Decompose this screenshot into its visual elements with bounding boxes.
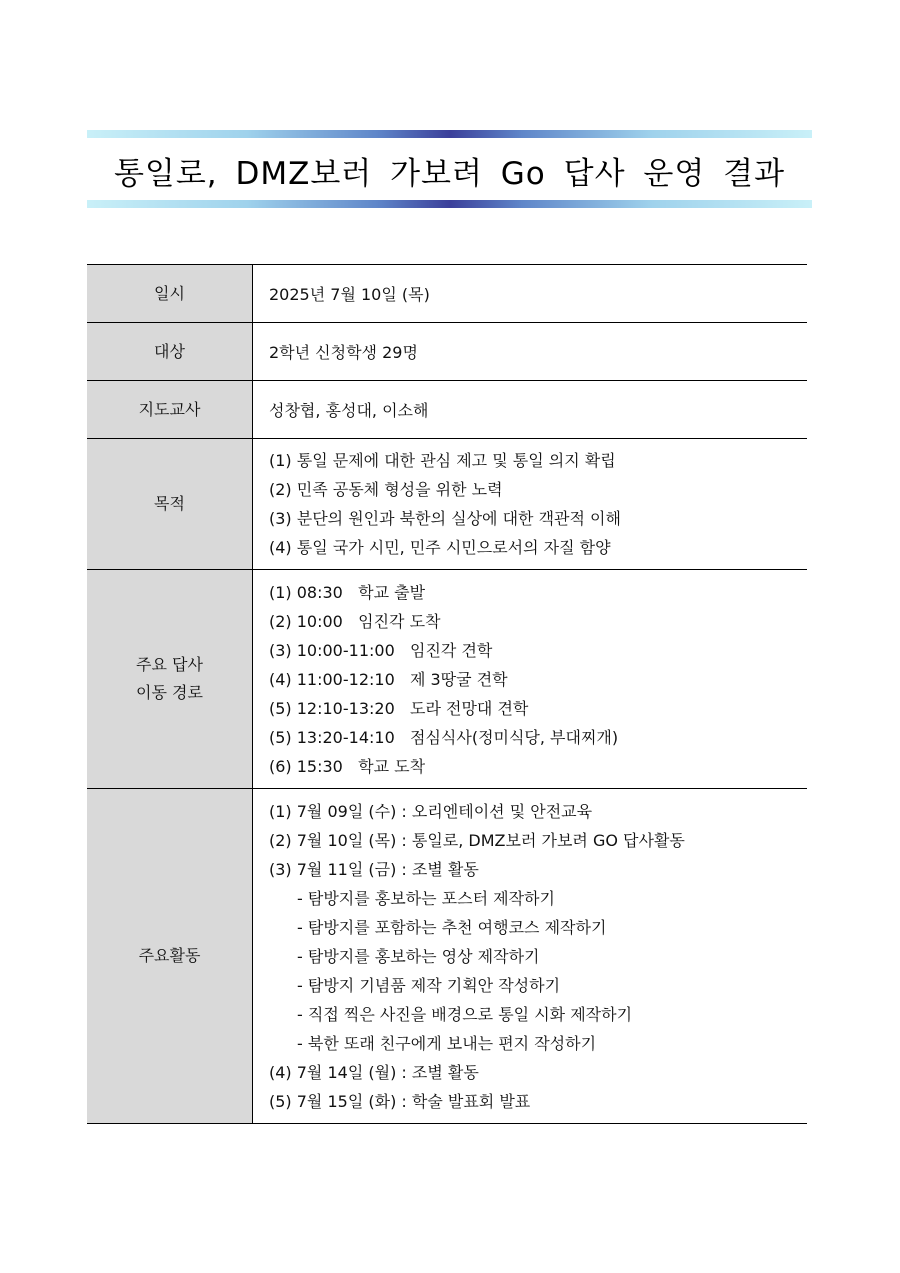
label-target: 대상 — [87, 323, 253, 381]
route-item: (2) 10:00 임진각 도착 — [269, 611, 441, 631]
label-purpose: 목적 — [87, 439, 253, 570]
route-item: (5) 13:20-14:10 점심식사(정미식당, 부대찌개) — [269, 727, 619, 747]
activity-sub-item: - 탐방지를 홍보하는 포스터 제작하기 — [297, 888, 555, 908]
activity-item: (1) 7월 09일 (수) : 오리엔테이션 및 안전교육 — [269, 801, 593, 821]
title-block — [87, 130, 812, 210]
label-route-line2: 이동 경로 — [136, 683, 203, 702]
route-item: (5) 12:10-13:20 도라 전망대 견학 — [269, 698, 529, 718]
title-top-gradient-bar — [87, 130, 812, 138]
label-route — [87, 570, 253, 789]
activity-sub-item: - 탐방지 기념품 제작 기획안 작성하기 — [297, 975, 561, 995]
purpose-item: (2) 민족 공동체 형성을 위한 노력 — [269, 480, 503, 499]
route-item: (3) 10:00-11:00 임진각 견학 — [269, 640, 493, 660]
activity-sub-item: - 직접 찍은 사진을 배경으로 통일 시화 제작하기 — [297, 1004, 633, 1024]
value-date: 2025년 7월 10일 (목) — [253, 265, 808, 323]
value-route — [253, 570, 808, 789]
purpose-item: (1) 통일 문제에 대한 관심 제고 및 통일 의지 확립 — [269, 451, 616, 470]
value-purpose — [253, 439, 808, 570]
activity-sub-item: - 탐방지를 포함하는 추천 여행코스 제작하기 — [297, 917, 607, 937]
activity-item: (5) 7월 15일 (화) : 학술 발표회 발표 — [269, 1091, 531, 1111]
value-teachers: 성창협, 홍성대, 이소해 — [253, 381, 808, 439]
activity-item: (2) 7월 10일 (목) : 통일로, DMZ보러 가보려 GO 답사활동 — [269, 830, 685, 850]
info-table — [87, 264, 807, 1124]
row-activities — [87, 789, 807, 1124]
title-bottom-gradient-bar — [87, 200, 812, 208]
row-route — [87, 570, 807, 789]
row-target — [87, 323, 807, 381]
row-purpose — [87, 439, 807, 570]
route-item: (6) 15:30 학교 도착 — [269, 756, 426, 776]
route-item: (1) 08:30 학교 출발 — [269, 582, 426, 602]
row-teachers — [87, 381, 807, 439]
purpose-item: (3) 분단의 원인과 북한의 실상에 대한 객관적 이해 — [269, 509, 621, 528]
value-activities — [253, 789, 808, 1124]
row-date — [87, 265, 807, 323]
label-teachers: 지도교사 — [87, 381, 253, 439]
route-item: (4) 11:00-12:10 제 3땅굴 견학 — [269, 669, 508, 689]
document-title: 통일로, DMZ보러 가보려 Go 답사 운영 결과 — [113, 155, 786, 192]
value-target: 2학년 신청학생 29명 — [253, 323, 808, 381]
label-route-line1: 주요 답사 — [136, 655, 203, 674]
activity-sub-item: - 탐방지를 홍보하는 영상 제작하기 — [297, 946, 540, 966]
label-date: 일시 — [87, 265, 253, 323]
label-activities: 주요활동 — [87, 789, 253, 1124]
activity-item: (3) 7월 11일 (금) : 조별 활동 — [269, 859, 479, 879]
activity-item: (4) 7월 14일 (월) : 조별 활동 — [269, 1062, 479, 1082]
activity-sub-item: - 북한 또래 친구에게 보내는 편지 작성하기 — [297, 1033, 597, 1053]
purpose-item: (4) 통일 국가 시민, 민주 시민으로서의 자질 함양 — [269, 538, 611, 557]
